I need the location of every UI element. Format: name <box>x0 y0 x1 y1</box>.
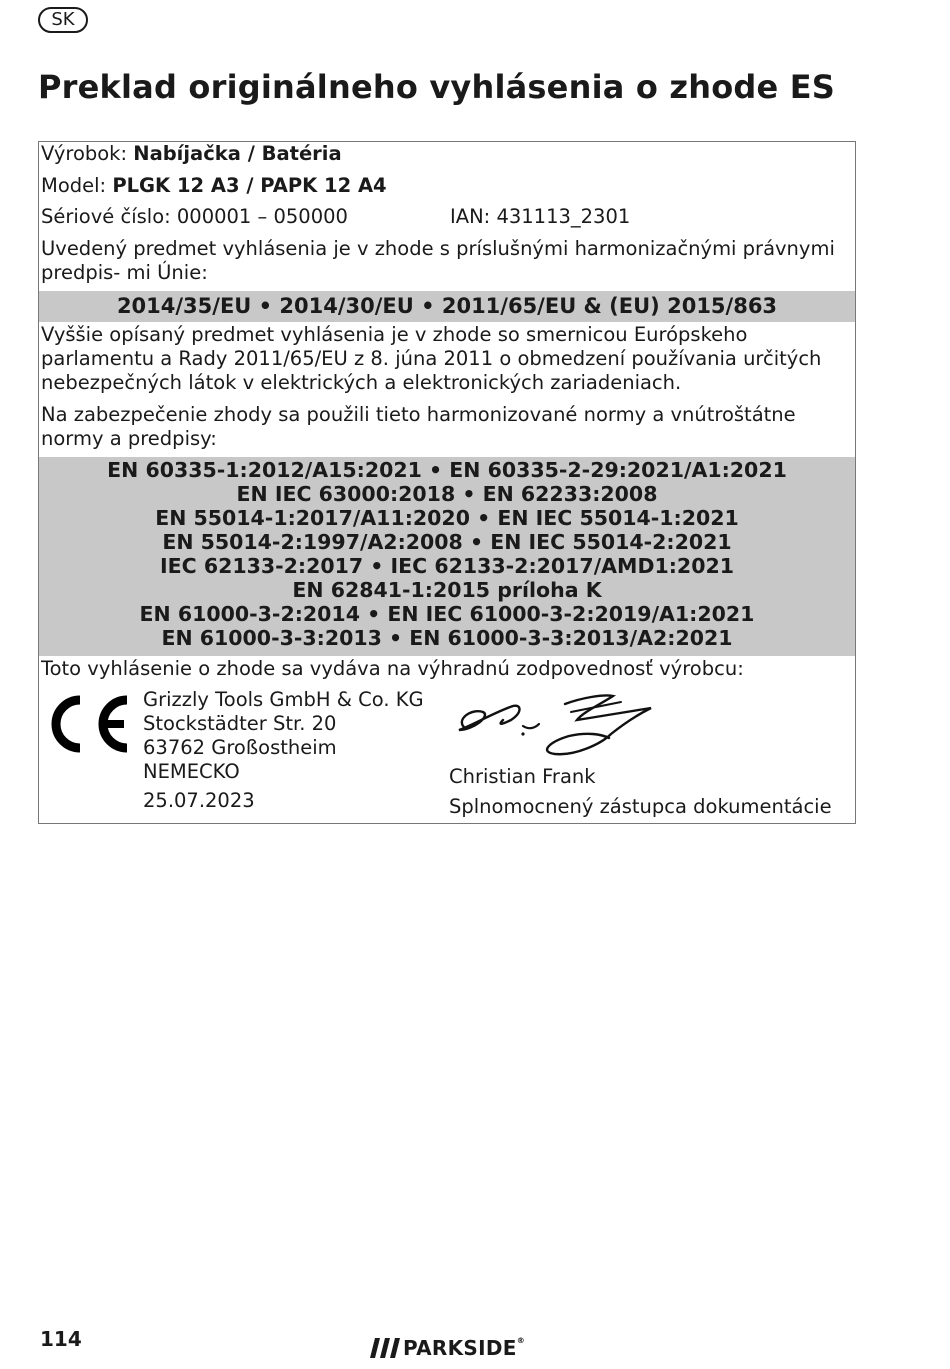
page-title: Preklad originálneho vyhlásenia o zhode ES <box>38 68 836 106</box>
standard-line: IEC 62133-2:2017 • IEC 62133-2:2017/AMD1:2021 <box>160 554 734 578</box>
declaration-box <box>38 141 856 824</box>
ian-number: IAN: 431113_2301 <box>450 205 631 228</box>
product-value: Nabíjačka / Batéria <box>133 142 342 165</box>
model-label: Model: <box>41 174 113 197</box>
signature-image <box>451 690 661 762</box>
standard-line: EN 61000-3-2:2014 • EN IEC 61000-3-2:2019/A1:2021 <box>139 602 755 626</box>
standard-line: EN 55014-2:1997/A2:2008 • EN IEC 55014-2:2021 <box>162 530 732 554</box>
manufacturer-street: Stockstädter Str. 20 <box>143 712 337 735</box>
brand-name: PARKSIDE <box>403 1336 517 1360</box>
serial-value: 000001 – 050000 <box>176 205 348 228</box>
brand-trademark: ® <box>516 1336 526 1345</box>
standard-line: EN 61000-3-3:2013 • EN 61000-3-3:2013/A2:2021 <box>161 626 733 650</box>
model-value: PLGK 12 A3 / PAPK 12 A4 <box>112 174 387 197</box>
manufacturer-name: Grizzly Tools GmbH & Co. KG <box>143 688 424 711</box>
responsibility-text: Toto vyhlásenie o zhode sa vydáva na výhradnú zodpovednosť výrobcu: <box>41 657 744 680</box>
standard-line: EN 62841-1:2015 príloha K <box>292 578 602 602</box>
manufacturer-country: NEMECKO <box>143 760 240 783</box>
standard-line: EN 55014-1:2017/A11:2020 • EN IEC 55014-1:2021 <box>155 506 739 530</box>
signer-name: Christian Frank <box>449 765 596 788</box>
ce-mark-icon <box>42 692 132 756</box>
page-number: 114 <box>40 1327 82 1351</box>
declaration-date: 25.07.2023 <box>143 789 255 812</box>
harmonization-text: Uvedený predmet vyhlásenia je v zhode s príslušnými harmonizačnými právnymi predpis- mi Únie: <box>41 237 835 284</box>
model-line <box>41 174 387 198</box>
serial-line <box>41 205 348 229</box>
product-label: Výrobok: <box>41 142 134 165</box>
standard-line: EN 60335-1:2012/A15:2021 • EN 60335-2-29:2021/A1:2021 <box>107 458 787 482</box>
standards-band <box>39 457 855 656</box>
standard-line: EN IEC 63000:2018 • EN 62233:2008 <box>236 482 658 506</box>
product-line <box>41 142 342 166</box>
manufacturer-city: 63762 Großostheim <box>143 736 337 759</box>
directives-band: 2014/35/EU • 2014/30/EU • 2011/65/EU & (EU) 2015/863 <box>39 291 855 322</box>
parkside-stripes-icon <box>370 1338 400 1358</box>
norms-intro-text: Na zabezpečenie zhody sa použili tieto harmonizované normy a vnútroštátne normy a predpisy: <box>41 403 796 450</box>
signer-role: Splnomocnený zástupca dokumentácie <box>449 795 832 818</box>
rohs-text: Vyššie opísaný predmet vyhlásenia je v zhode so smernicou Európskeho parlamentu a Rady 2011/65/EU z 8. júna 2011 o obmedzení používania určitých nebezpečných látok v elektrických a elektronických zariadeniach. <box>41 323 822 394</box>
serial-label: Sériové číslo: <box>41 205 177 228</box>
brand-logo <box>403 1336 525 1360</box>
language-badge: SK <box>38 7 88 33</box>
